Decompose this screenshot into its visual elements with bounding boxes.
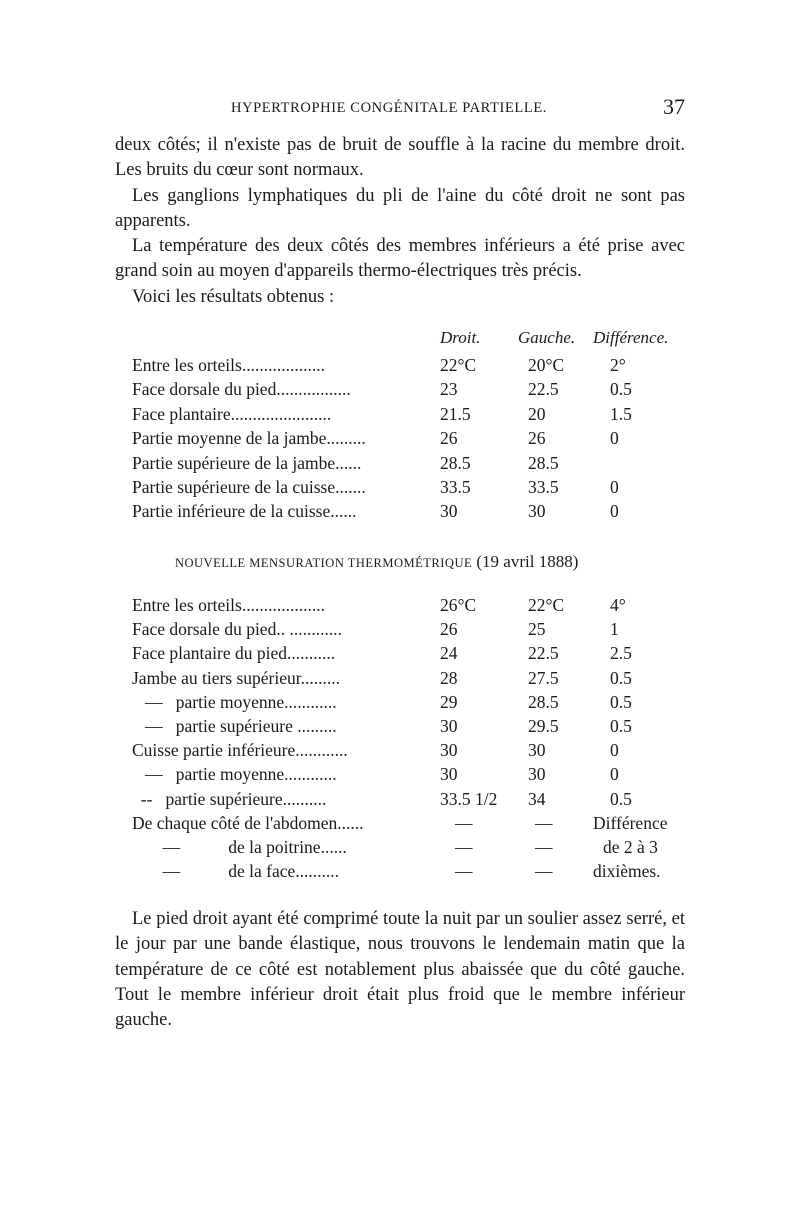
row-label: Face plantaire du pied...........: [132, 643, 336, 664]
value-gauche: 22°C: [528, 595, 565, 615]
value-droit: 26°C: [440, 595, 477, 615]
value-difference: 0: [610, 740, 619, 761]
row-label: Face plantaire.......................: [132, 403, 332, 424]
value-gauche: 30: [528, 764, 546, 785]
table1-header: [115, 328, 690, 354]
table-row: [115, 690, 690, 714]
value-difference: 0.5: [610, 667, 632, 688]
value-droit: —: [455, 812, 473, 833]
value-difference: 0: [610, 501, 619, 522]
value-gauche: —: [535, 836, 553, 857]
table-row: [115, 353, 690, 377]
value-droit: 28: [440, 667, 458, 688]
table-row: [115, 738, 690, 762]
row-label: Partie supérieure de la cuisse.......: [132, 476, 366, 497]
value-difference: dixièmes.: [593, 861, 661, 882]
section-title: [175, 552, 578, 572]
header-difference: Différence.: [593, 328, 669, 347]
table-row: [115, 641, 690, 665]
value-droit: 24: [440, 643, 458, 664]
temperature-table-1: [115, 353, 690, 524]
value-gauche: —: [535, 812, 553, 833]
value-droit: 30: [440, 715, 458, 736]
value-difference: de 2 à 3: [603, 836, 658, 857]
value-gauche: 30: [528, 501, 546, 522]
paragraph-4: Voici les résultats obtenus :: [132, 286, 335, 307]
paragraph-2: Les ganglions lymphatiques du pli de l'aine du côté droit ne sont pas apparents.: [115, 185, 685, 231]
value-difference: 0.5: [610, 691, 632, 712]
value-gauche: 29.5: [528, 715, 559, 736]
row-label: Face dorsale du pied.................: [132, 379, 351, 400]
paragraph-5: Le pied droit ayant été comprimé toute la nuit par un soulier assez serré, et le jour par une bande élastique, nous trouvons le lendemain matin que la température de ce côté est notablement plus abaissée que du côté gauche. Tout le membre inférieur droit était plus froid que le membre inférieur gauche.: [115, 909, 685, 1031]
header-gauche: Gauche.: [518, 328, 576, 347]
paragraph-1: deux côtés; il n'existe pas de bruit de souffle à la racine du membre droit. Les bruits du cœur sont normaux.: [115, 135, 685, 181]
running-title: HYPERTROPHIE CONGÉNITALE PARTIELLE.: [231, 100, 548, 116]
value-gauche: 34: [528, 788, 546, 809]
value-difference: 0: [610, 428, 619, 449]
value-gauche: 22.5: [528, 379, 559, 400]
value-difference: Différence: [593, 812, 668, 833]
row-label: Partie inférieure de la cuisse......: [132, 501, 357, 522]
table-row: [115, 835, 690, 859]
row-label: Face dorsale du pied.. ............: [132, 619, 342, 640]
row-label: Entre les orteils...................: [132, 595, 325, 615]
paragraph-3: La température des deux côtés des membres inférieurs a été prise avec grand soin au moyen d'appareils thermo-électriques très précis.: [115, 236, 685, 282]
table-row: [115, 762, 690, 786]
row-label: Entre les orteils...................: [132, 355, 325, 375]
value-droit: 30: [440, 501, 458, 522]
value-droit: 23: [440, 379, 458, 400]
value-gauche: 28.5: [528, 691, 559, 712]
table-row: [115, 377, 690, 401]
value-droit: —: [455, 836, 473, 857]
value-gauche: 30: [528, 740, 546, 761]
value-gauche: 20°C: [528, 355, 565, 375]
table-row: [115, 859, 690, 883]
table-row: [115, 499, 690, 523]
row-label: De chaque côté de l'abdomen......: [132, 812, 364, 833]
value-droit: 33.5: [440, 476, 471, 497]
value-difference: 0.5: [610, 788, 632, 809]
value-gauche: 25: [528, 619, 546, 640]
row-label: — de la poitrine......: [132, 836, 347, 857]
table-row: [115, 617, 690, 641]
table-row: [115, 666, 690, 690]
value-droit: 28.5: [440, 452, 471, 473]
value-difference: 4°: [610, 595, 626, 615]
value-difference: 1.5: [610, 403, 632, 424]
section-title-date: (19 avril 1888): [476, 552, 579, 571]
row-label: — partie moyenne............: [132, 691, 337, 712]
value-gauche: —: [535, 861, 553, 882]
value-difference: 2°: [610, 355, 626, 375]
value-gauche: 28.5: [528, 452, 559, 473]
value-droit: 30: [440, 764, 458, 785]
section-title-caps: NOUVELLE MENSURATION THERMOMÉTRIQUE: [175, 556, 473, 570]
row-label: Partie moyenne de la jambe.........: [132, 428, 366, 449]
row-label: Partie supérieure de la jambe......: [132, 452, 362, 473]
value-gauche: 20: [528, 403, 546, 424]
row-label: Jambe au tiers supérieur.........: [132, 667, 341, 688]
value-difference: 0.5: [610, 379, 632, 400]
row-label: — partie moyenne............: [132, 764, 337, 785]
value-gauche: 26: [528, 428, 546, 449]
value-droit: 26: [440, 428, 458, 449]
table-row: [115, 593, 690, 617]
value-difference: 0: [610, 764, 619, 785]
value-gauche: 27.5: [528, 667, 559, 688]
table-row: [115, 451, 690, 475]
header-droit: Droit.: [440, 328, 481, 347]
value-droit: 22°C: [440, 355, 477, 375]
table-row: [115, 714, 690, 738]
temperature-table-2: [115, 593, 690, 883]
table-row: [115, 811, 690, 835]
table-row: [115, 787, 690, 811]
value-difference: 1: [610, 619, 619, 640]
value-gauche: 33.5: [528, 476, 559, 497]
value-droit: —: [455, 861, 473, 882]
row-label: — de la face..........: [132, 861, 340, 882]
value-droit: 26: [440, 619, 458, 640]
value-difference: 2.5: [610, 643, 632, 664]
row-label: Cuisse partie inférieure............: [132, 740, 348, 761]
value-droit: 29: [440, 691, 458, 712]
value-droit: 21.5: [440, 403, 471, 424]
value-gauche: 22.5: [528, 643, 559, 664]
row-label: -- partie supérieure..........: [132, 788, 327, 809]
value-difference: 0.5: [610, 715, 632, 736]
value-droit: 30: [440, 740, 458, 761]
page-header: [115, 96, 685, 126]
table-row: [115, 426, 690, 450]
page-number: 37: [663, 94, 685, 119]
row-label: — partie supérieure .........: [132, 715, 337, 736]
table-row: [115, 402, 690, 426]
value-difference: 0: [610, 476, 619, 497]
table-row: [115, 475, 690, 499]
value-droit: 33.5 1/2: [440, 788, 498, 809]
